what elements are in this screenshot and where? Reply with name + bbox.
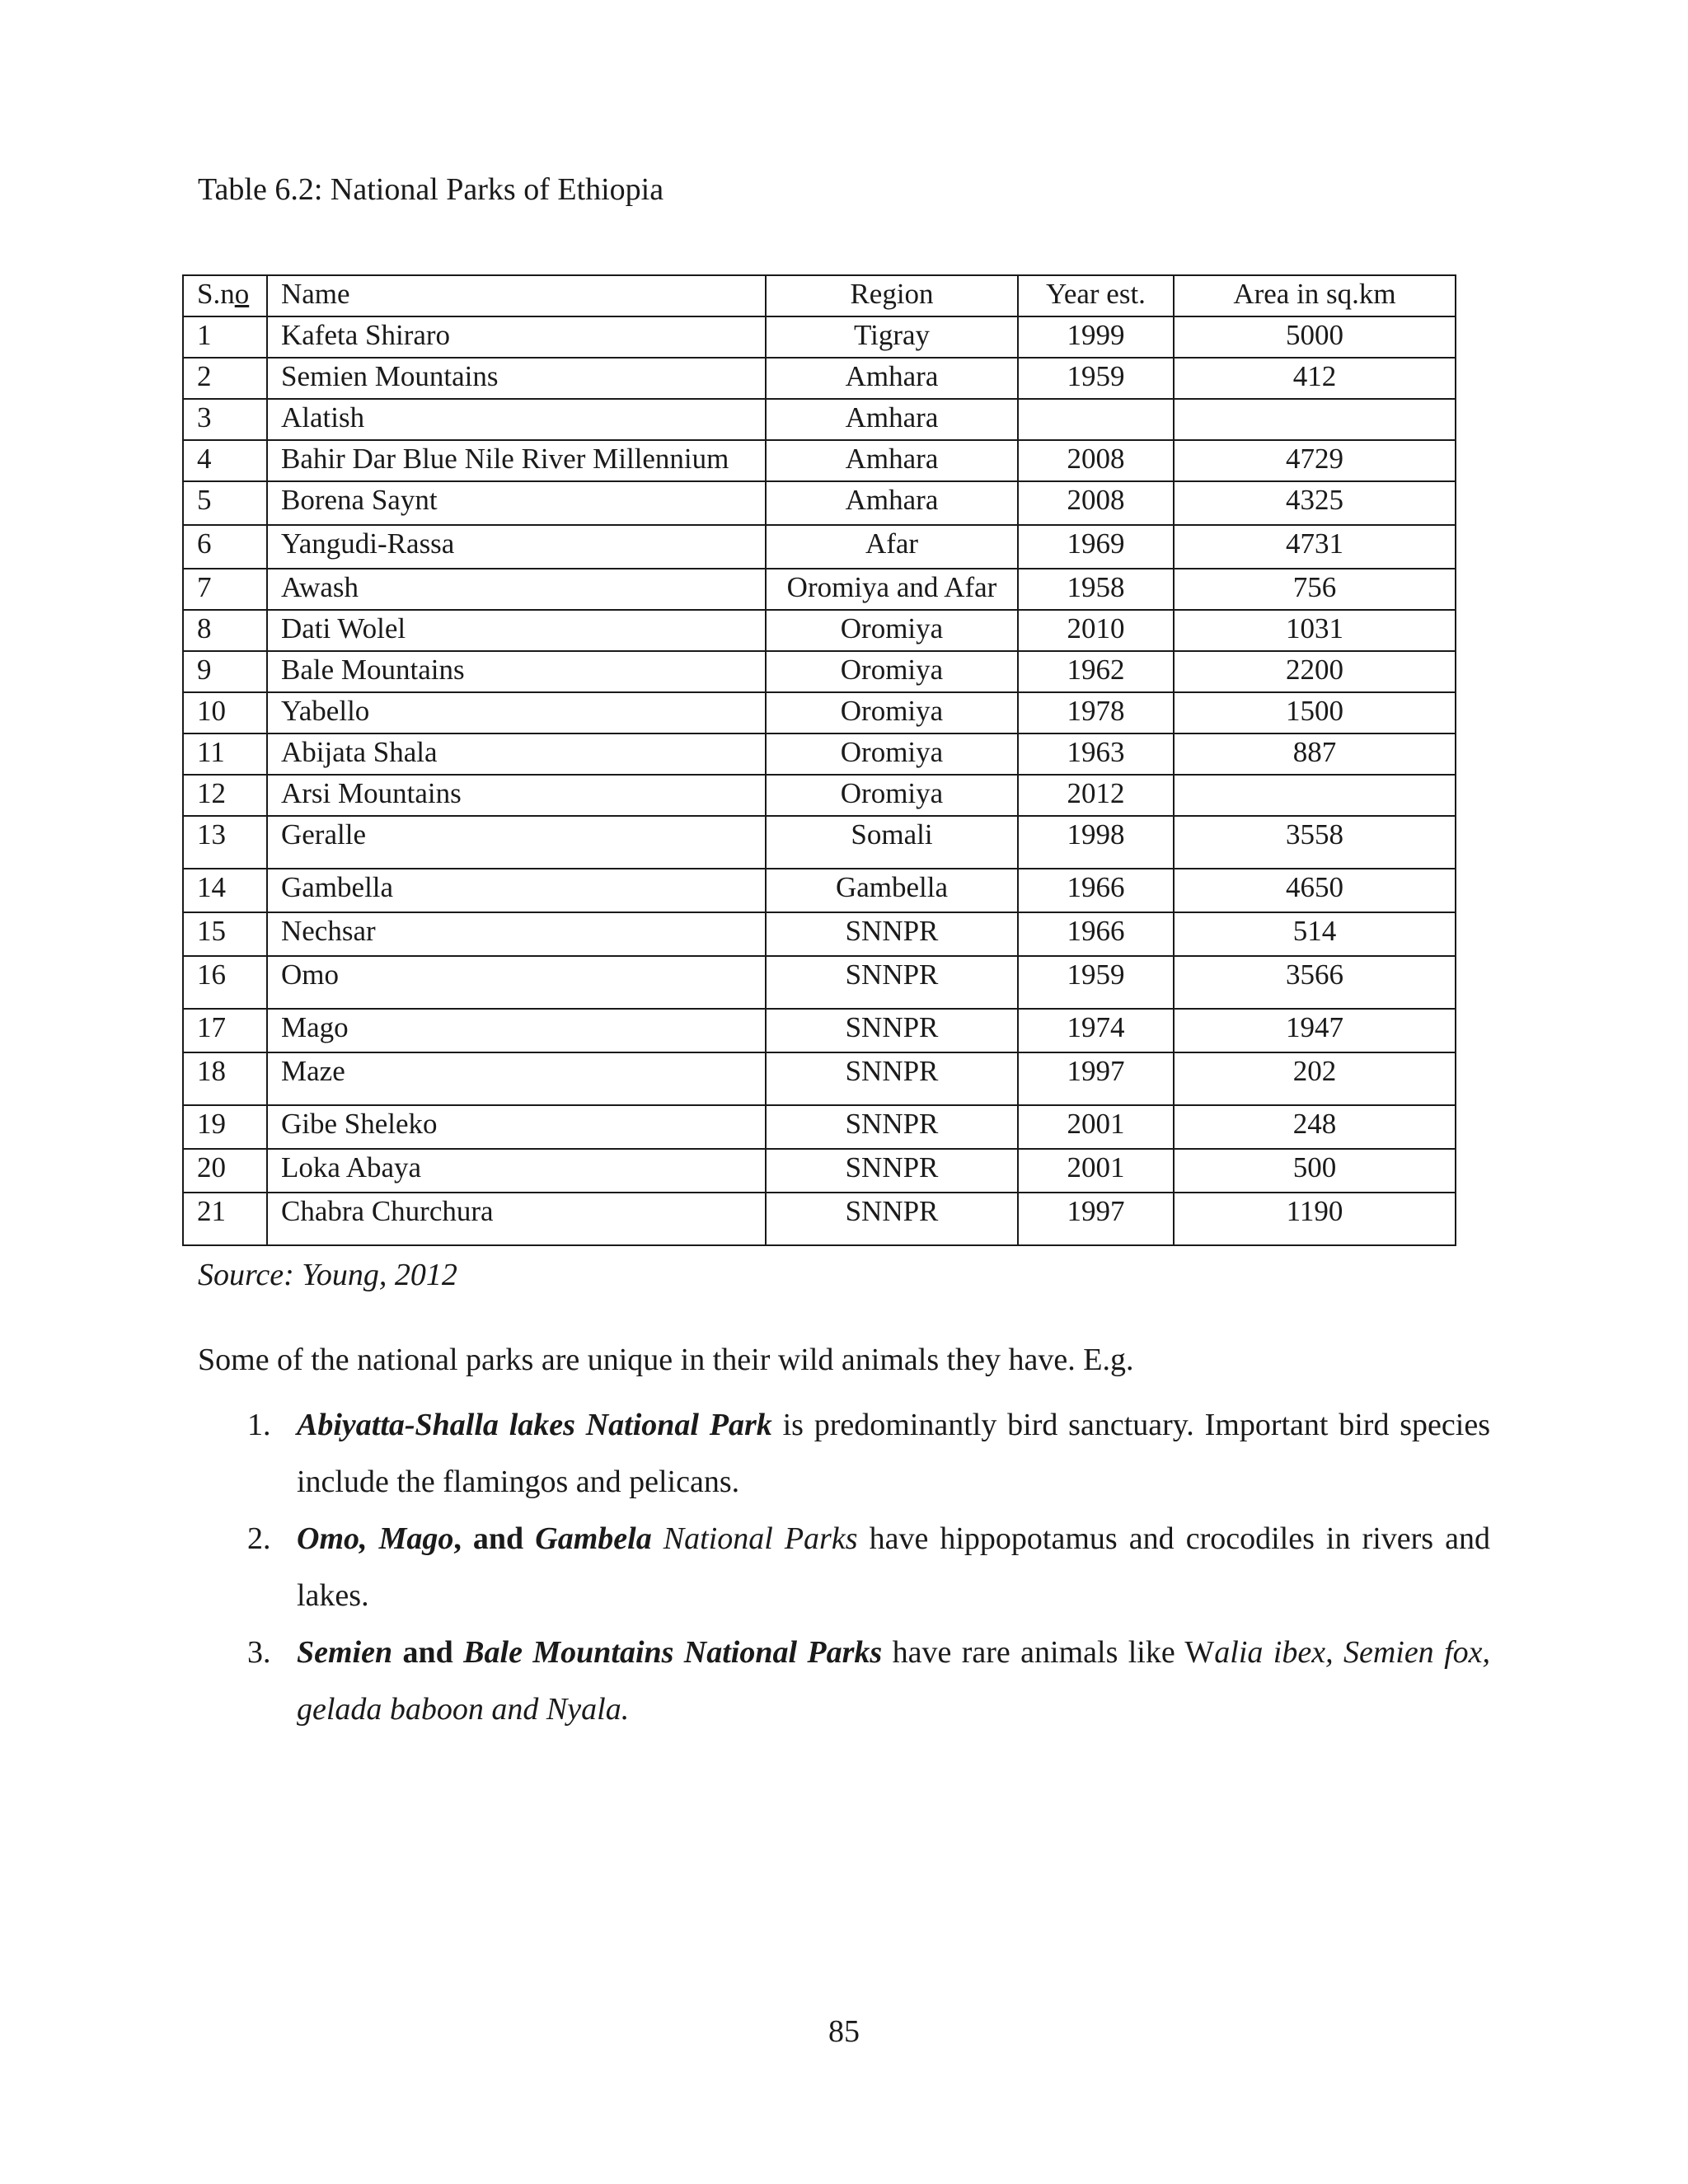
cell-sno: 1 <box>183 316 267 358</box>
cell-year: 1959 <box>1018 358 1174 399</box>
cell-area: 248 <box>1174 1105 1456 1149</box>
table-row <box>183 869 1456 912</box>
table-row <box>183 399 1456 440</box>
cell-region: SNNPR <box>766 1193 1018 1245</box>
cell-region: Oromiya <box>766 692 1018 733</box>
cell-year: 1963 <box>1018 733 1174 775</box>
cell-area: 4731 <box>1174 525 1456 569</box>
cell-year: 1978 <box>1018 692 1174 733</box>
list-item-text: , and <box>453 1521 536 1556</box>
cell-year: 2001 <box>1018 1105 1174 1149</box>
cell-name: Yangudi-Rassa <box>267 525 766 569</box>
cell-year <box>1018 399 1174 440</box>
cell-area: 4650 <box>1174 869 1456 912</box>
cell-name: Abijata Shala <box>267 733 766 775</box>
cell-region: Gambella <box>766 869 1018 912</box>
cell-name: Bahir Dar Blue Nile River Millennium <box>267 440 766 481</box>
cell-sno: 2 <box>183 358 267 399</box>
cell-region: Oromiya <box>766 775 1018 816</box>
intro-paragraph: Some of the national parks are unique in their wild animals they have. E.g. <box>198 1343 1134 1377</box>
list-item-text: have rare animals like W <box>882 1635 1215 1670</box>
table-row <box>183 1009 1456 1052</box>
table-row <box>183 440 1456 481</box>
list-item <box>198 1624 1490 1738</box>
cell-year: 1974 <box>1018 1009 1174 1052</box>
examples-list <box>198 1397 1490 1738</box>
cell-name: Maze <box>267 1052 766 1105</box>
cell-sno: 19 <box>183 1105 267 1149</box>
cell-region: Oromiya and Afar <box>766 569 1018 610</box>
cell-sno: 17 <box>183 1009 267 1052</box>
cell-year: 2012 <box>1018 775 1174 816</box>
list-item-text: Omo, Mago <box>297 1521 454 1556</box>
cell-year: 1966 <box>1018 869 1174 912</box>
cell-name: Loka Abaya <box>267 1149 766 1193</box>
cell-area: 3558 <box>1174 816 1456 869</box>
cell-name: Gambella <box>267 869 766 912</box>
list-item-text: Bale Mountains National Parks <box>463 1635 883 1670</box>
cell-name: Omo <box>267 956 766 1009</box>
list-item-text: Abiyatta-Shalla lakes National Park <box>297 1408 772 1442</box>
cell-sno: 3 <box>183 399 267 440</box>
cell-area: 2200 <box>1174 651 1456 692</box>
table-row <box>183 733 1456 775</box>
table-row <box>183 1193 1456 1245</box>
cell-year: 2008 <box>1018 440 1174 481</box>
cell-sno: 4 <box>183 440 267 481</box>
cell-region: Oromiya <box>766 610 1018 651</box>
cell-name: Mago <box>267 1009 766 1052</box>
list-item-text: Gambela <box>535 1521 652 1556</box>
cell-sno: 7 <box>183 569 267 610</box>
cell-sno: 9 <box>183 651 267 692</box>
cell-year: 1969 <box>1018 525 1174 569</box>
table-row <box>183 358 1456 399</box>
table-row <box>183 569 1456 610</box>
cell-area: 500 <box>1174 1149 1456 1193</box>
cell-sno: 13 <box>183 816 267 869</box>
cell-year: 1959 <box>1018 956 1174 1009</box>
cell-sno: 14 <box>183 869 267 912</box>
table-header-row <box>183 275 1456 316</box>
cell-sno: 5 <box>183 481 267 525</box>
cell-region: Amhara <box>766 481 1018 525</box>
cell-area: 5000 <box>1174 316 1456 358</box>
table-caption: Table 6.2: National Parks of Ethiopia <box>198 172 664 207</box>
cell-year: 2001 <box>1018 1149 1174 1193</box>
cell-sno: 20 <box>183 1149 267 1193</box>
cell-area: 412 <box>1174 358 1456 399</box>
cell-year: 2010 <box>1018 610 1174 651</box>
cell-area: 4325 <box>1174 481 1456 525</box>
cell-sno: 21 <box>183 1193 267 1245</box>
list-item-text: National Parks <box>651 1521 858 1556</box>
cell-sno: 16 <box>183 956 267 1009</box>
header-region: Region <box>766 275 1018 316</box>
cell-year: 1999 <box>1018 316 1174 358</box>
table-row <box>183 692 1456 733</box>
cell-area: 3566 <box>1174 956 1456 1009</box>
cell-region: SNNPR <box>766 1105 1018 1149</box>
list-item-text: alia ibex, Semien fox, gelada baboon and Nyala. <box>297 1635 1490 1727</box>
table-row <box>183 481 1456 525</box>
list-item-number: 2. <box>247 1521 271 1556</box>
table-row <box>183 610 1456 651</box>
cell-region: Oromiya <box>766 651 1018 692</box>
cell-sno: 8 <box>183 610 267 651</box>
cell-sno: 10 <box>183 692 267 733</box>
table-row <box>183 775 1456 816</box>
cell-name: Geralle <box>267 816 766 869</box>
cell-year: 1998 <box>1018 816 1174 869</box>
cell-area: 1947 <box>1174 1009 1456 1052</box>
cell-name: Nechsar <box>267 912 766 956</box>
cell-area: 202 <box>1174 1052 1456 1105</box>
cell-name: Arsi Mountains <box>267 775 766 816</box>
cell-area: 756 <box>1174 569 1456 610</box>
cell-sno: 11 <box>183 733 267 775</box>
cell-sno: 18 <box>183 1052 267 1105</box>
cell-name: Awash <box>267 569 766 610</box>
cell-area: 887 <box>1174 733 1456 775</box>
table-row <box>183 912 1456 956</box>
table-row <box>183 1105 1456 1149</box>
cell-year: 1962 <box>1018 651 1174 692</box>
list-item-text: Semien <box>297 1635 393 1670</box>
list-item-text: is predominantly bird sanctuary. Important bird species include the flamingos and pelicans. <box>297 1408 1490 1499</box>
cell-name: Dati Wolel <box>267 610 766 651</box>
table-source: Source: Young, 2012 <box>198 1258 457 1292</box>
cell-area: 4729 <box>1174 440 1456 481</box>
header-name: Name <box>267 275 766 316</box>
table-row <box>183 956 1456 1009</box>
cell-region: SNNPR <box>766 1052 1018 1105</box>
cell-area <box>1174 775 1456 816</box>
cell-region: SNNPR <box>766 1009 1018 1052</box>
cell-region: Tigray <box>766 316 1018 358</box>
table-row <box>183 816 1456 869</box>
list-item <box>198 1397 1490 1511</box>
list-item-text: and <box>392 1635 464 1670</box>
cell-sno: 6 <box>183 525 267 569</box>
cell-name: Bale Mountains <box>267 651 766 692</box>
cell-area <box>1174 399 1456 440</box>
cell-name: Chabra Churchura <box>267 1193 766 1245</box>
cell-region: SNNPR <box>766 1149 1018 1193</box>
cell-region: Oromiya <box>766 733 1018 775</box>
cell-area: 1031 <box>1174 610 1456 651</box>
table-row <box>183 1052 1456 1105</box>
table-row <box>183 1149 1456 1193</box>
cell-name: Yabello <box>267 692 766 733</box>
cell-year: 1958 <box>1018 569 1174 610</box>
cell-region: Somali <box>766 816 1018 869</box>
cell-name: Kafeta Shiraro <box>267 316 766 358</box>
list-item <box>198 1511 1490 1624</box>
list-item-number: 3. <box>247 1635 271 1670</box>
table-row <box>183 316 1456 358</box>
cell-name: Gibe Sheleko <box>267 1105 766 1149</box>
cell-region: Afar <box>766 525 1018 569</box>
page-number: 85 <box>828 2014 860 2049</box>
cell-region: SNNPR <box>766 956 1018 1009</box>
cell-year: 1966 <box>1018 912 1174 956</box>
table-row <box>183 525 1456 569</box>
cell-name: Semien Mountains <box>267 358 766 399</box>
list-item-number: 1. <box>247 1408 271 1442</box>
header-area: Area in sq.km <box>1174 275 1456 316</box>
cell-year: 1997 <box>1018 1052 1174 1105</box>
cell-area: 1500 <box>1174 692 1456 733</box>
cell-year: 2008 <box>1018 481 1174 525</box>
cell-sno: 12 <box>183 775 267 816</box>
cell-region: SNNPR <box>766 912 1018 956</box>
cell-region: Amhara <box>766 358 1018 399</box>
cell-year: 1997 <box>1018 1193 1174 1245</box>
national-parks-table <box>182 274 1456 1246</box>
header-year: Year est. <box>1018 275 1174 316</box>
cell-area: 1190 <box>1174 1193 1456 1245</box>
header-sno: S.no <box>183 275 267 316</box>
cell-sno: 15 <box>183 912 267 956</box>
cell-region: Amhara <box>766 399 1018 440</box>
cell-region: Amhara <box>766 440 1018 481</box>
cell-name: Alatish <box>267 399 766 440</box>
table-row <box>183 651 1456 692</box>
cell-area: 514 <box>1174 912 1456 956</box>
cell-name: Borena Saynt <box>267 481 766 525</box>
list-item-text: have hippopotamus and crocodiles in rivers and lakes. <box>297 1521 1490 1613</box>
